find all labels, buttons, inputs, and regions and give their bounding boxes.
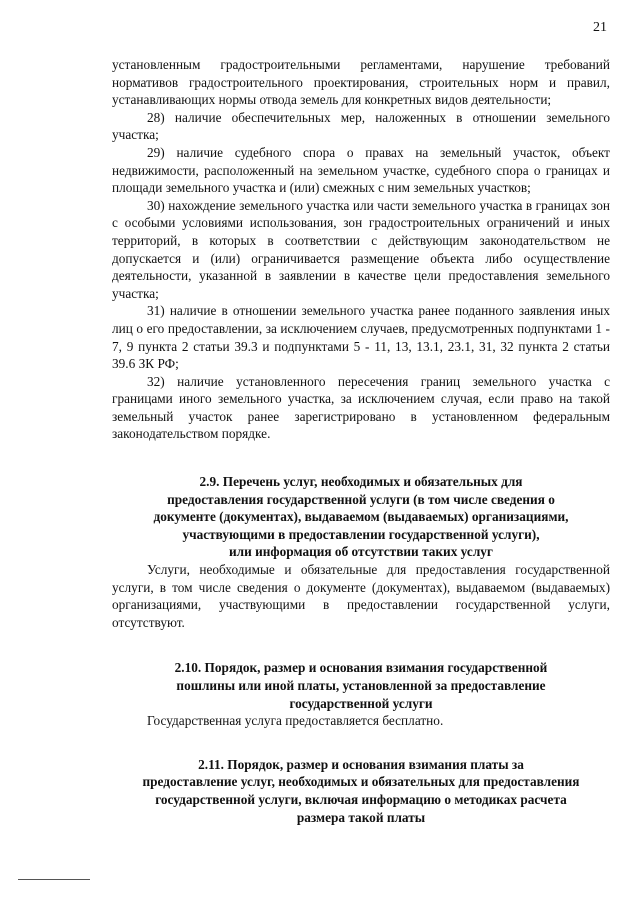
section-2-9-body: Услуги, необходимые и обязательные для предоставления государственной услуги, в том числе сведения о документе (документах), выдаваемом (выдаваемых) организациями, участвующими в предоставлении государственной услуги, отсутствуют. xyxy=(112,562,610,630)
section-2-9-heading xyxy=(112,473,610,561)
heading-line: пошлины или иной платы, установленной за предоставление xyxy=(176,678,546,693)
heading-line: 2.9. Перечень услуг, необходимых и обязательных для xyxy=(199,474,523,490)
heading-line: предоставление услуг, необходимых и обязательных для предоставления xyxy=(142,774,580,790)
heading-line: государственной услуги xyxy=(289,695,433,711)
list-items-top xyxy=(112,56,610,443)
heading-line: предоставления государственной услуги (в том числе сведения о xyxy=(167,491,555,507)
paragraph-continuation: установленным градостроительными регламентами, нарушение требований нормативов градостроительного проектирования, строительных норм и правил, устанавливающих нормы отвода земель для конкретных видов деятельности; xyxy=(112,57,610,108)
heading-line: участвующими в предоставлении государственной услуги), xyxy=(182,526,540,542)
section-2-10-heading xyxy=(112,659,610,712)
footer-divider xyxy=(18,879,90,880)
heading-line: 2.11. Порядок, размер и основания взимания платы за xyxy=(198,756,524,772)
heading-line: государственной услуги, включая информацию о методиках расчета xyxy=(155,791,567,807)
list-item-30: 30) нахождение земельного участка или части земельного участка в границах зон с особыми условиями использования, зон градостроительных ограничений и иных территорий, в которых в соответствии с действующим законодательством не допускается и (или) ограничивается размещение объекта либо осуществление деятельности, указанной в заявлении в качестве цели предоставления земельного участка; xyxy=(112,197,610,301)
heading-line: или информация об отсутствии таких услуг xyxy=(229,544,493,560)
page-number: 21 xyxy=(593,20,607,35)
heading-line: 2.10. Порядок, размер и основания взимания государственной xyxy=(174,660,548,676)
list-item-29: 29) наличие судебного спора о правах на земельный участок, объект недвижимости, расположенный на земельном участке, судебного спора о границах и площади земельного участка и (или) смежных с ним земельных участков; xyxy=(112,144,610,196)
heading-line: размера такой платы xyxy=(296,809,426,825)
document-body xyxy=(112,56,610,826)
list-item-32: 32) наличие установленного пересечения границ земельного участка с границами иного земельного участка, за исключением случая, если право на такой земельный участок ранее зарегистрировано в установленном федеральным законодательством порядке. xyxy=(112,373,610,442)
heading-line: документе (документах), выдаваемом (выдаваемых) организациями, xyxy=(153,509,569,525)
list-item-28: 28) наличие обеспечительных мер, наложенных в отношении земельного участка; xyxy=(112,109,610,143)
section-2-10-body: Государственная услуга предоставляется бесплатно. xyxy=(147,713,444,729)
list-item-31: 31) наличие в отношении земельного участка ранее поданного заявления иных лиц о его предоставлении, за исключением случаев, предусмотренных подпунктами 1 - 7, 9 пункта 2 статьи 39.3 и подпунктами 5 - 11, 13, 13.1, 23.1, 31, 32 пункта 2 статьи 39.6 ЗК РФ; xyxy=(112,303,610,372)
section-2-11-heading xyxy=(112,756,610,826)
